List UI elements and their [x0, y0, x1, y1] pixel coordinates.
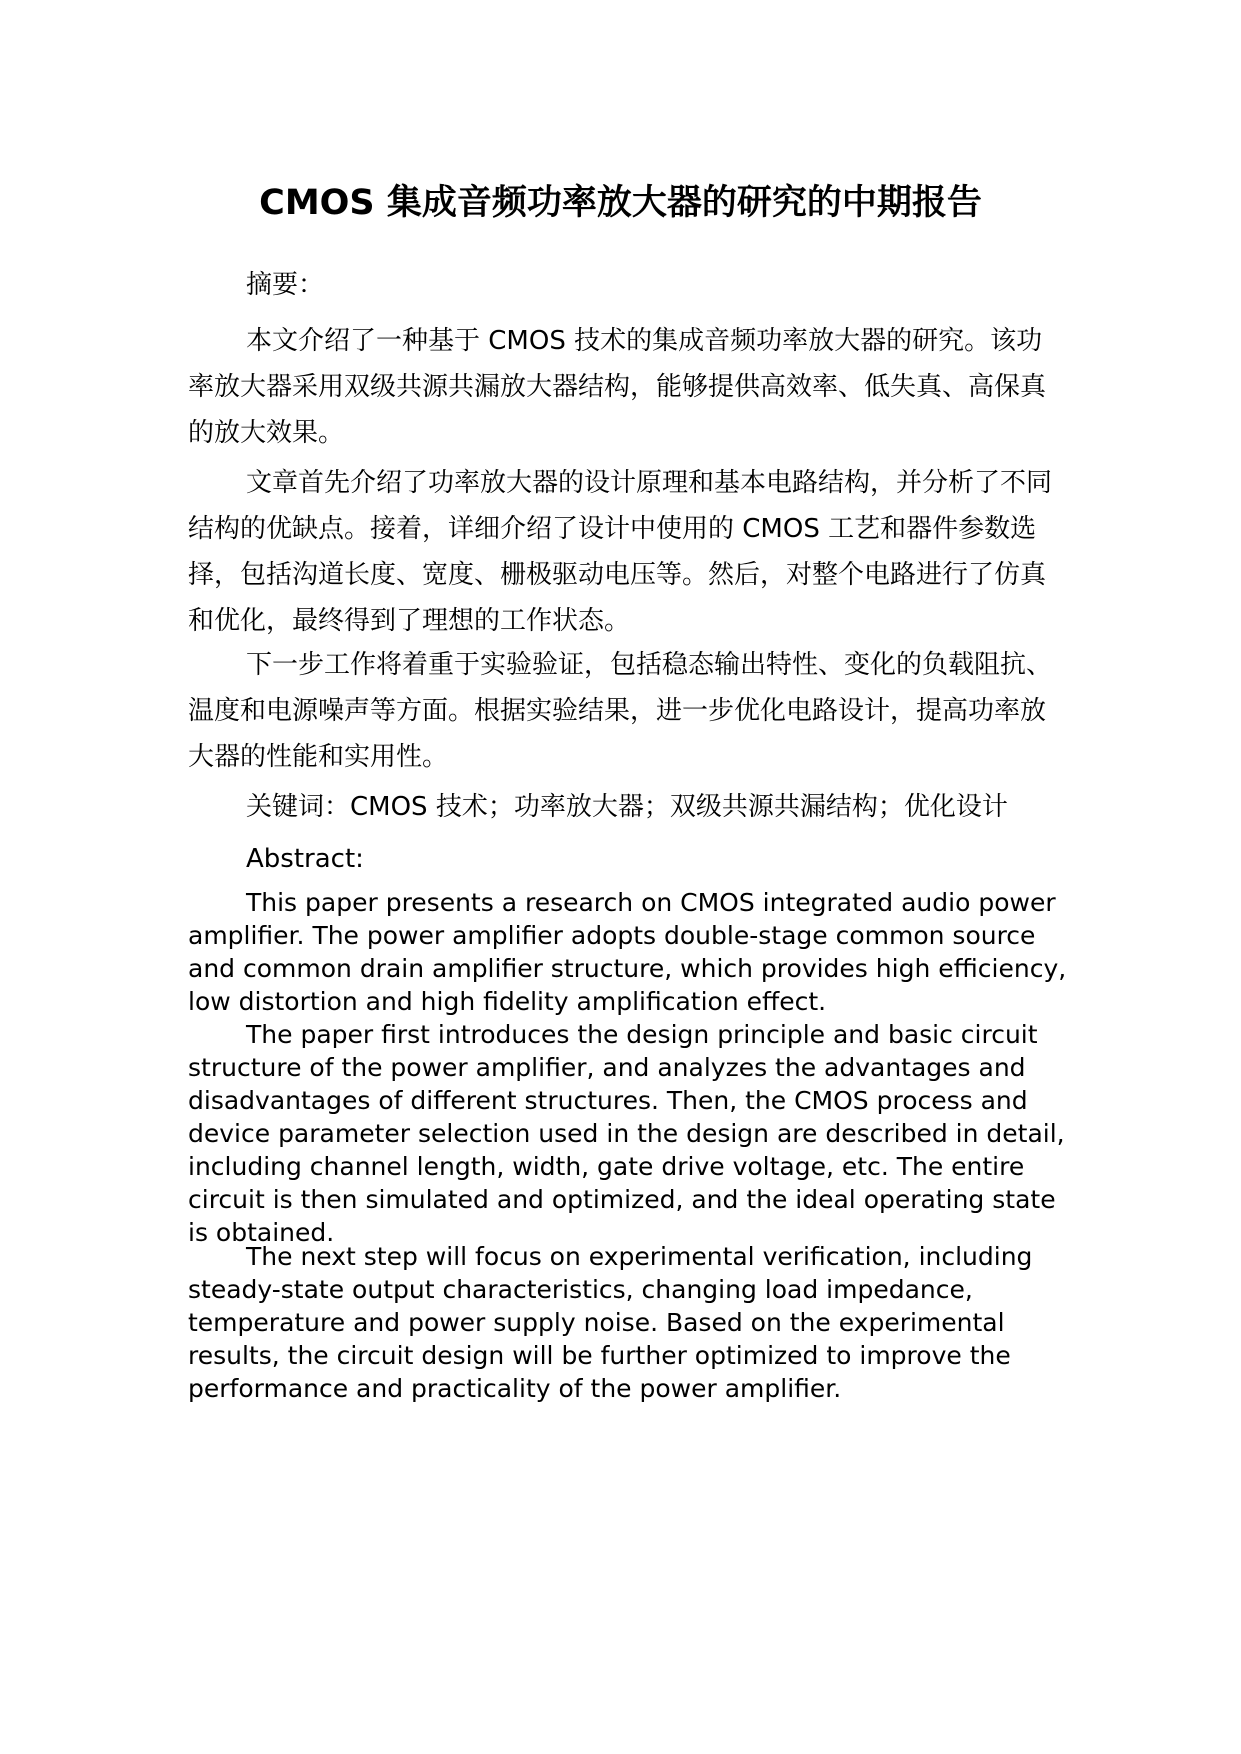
abstract-en-paragraph-3: The next step will focus on experimental verification, including steady-state output characteristics, changing load impedance, temperature and power supply noise. Based on the experimental results, the circuit design will be further optimized to improve the performance and practicality of the power amplifier.: [188, 1242, 1033, 1403]
abstract-zh-paragraph-3: 下一步工作将着重于实验验证，包括稳态输出特性、变化的负载阻抗、温度和电源噪声等方面。根据实验结果，进一步优化电路设计，提高功率放大器的性能和实用性。: [188, 650, 1053, 772]
abstract-en-paragraph-1: This paper presents a research on CMOS integrated audio power amplifier. The power amplifier adopts double-stage common source and common drain amplifier structure, which provides high efficiency, low distortion and high fidelity amplification effect.: [188, 888, 1067, 1016]
abstract-en-heading: Abstract:: [246, 844, 364, 874]
abstract-en-paragraph-2: The paper first introduces the design principle and basic circuit structure of the power amplifier, and analyzes the advantages and disadvantages of different structures. Then, the CMOS process and device parameter selection used in the design are described in detail, including channel length, width, gate drive voltage, etc. The entire circuit is then simulated and optimized, and the ideal operating state is obtained.: [188, 1020, 1065, 1247]
abstract-zh-heading: 摘要：: [246, 270, 325, 300]
keywords-line: 关键词：CMOS 技术；功率放大器；双级共源共漏结构；优化设计: [246, 792, 1008, 822]
abstract-zh-paragraph-1: 本文介绍了一种基于 CMOS 技术的集成音频功率放大器的研究。该功率放大器采用双级共源共漏放大器结构，能够提供高效率、低失真、高保真的放大效果。: [188, 326, 1047, 448]
abstract-zh-paragraph-2: 文章首先介绍了功率放大器的设计原理和基本电路结构，并分析了不同结构的优缺点。接着，详细介绍了设计中使用的 CMOS 工艺和器件参数选择，包括沟道长度、宽度、栅极驱动电压等。然后，对整个电路进行了仿真和优化，最终得到了理想的工作状态。: [188, 468, 1053, 636]
document-title: CMOS 集成音频功率放大器的研究的中期报告: [259, 183, 982, 223]
